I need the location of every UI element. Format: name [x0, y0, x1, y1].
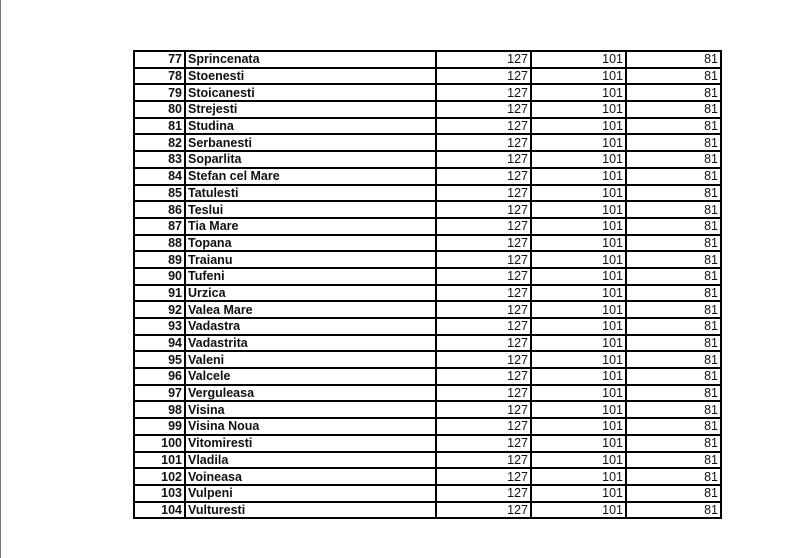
row-number: 103 — [134, 485, 185, 502]
row-number: 91 — [134, 285, 185, 302]
table-row — [134, 118, 721, 135]
table-row — [134, 318, 721, 335]
row-number: 99 — [134, 418, 185, 435]
value-2: 101 — [531, 335, 626, 352]
value-1: 127 — [436, 502, 531, 519]
row-number: 90 — [134, 268, 185, 285]
value-3: 81 — [626, 318, 721, 335]
value-2: 101 — [531, 218, 626, 235]
table-row — [134, 201, 721, 218]
table-row — [134, 368, 721, 385]
table-row — [134, 502, 721, 519]
row-number: 81 — [134, 118, 185, 135]
table-row — [134, 218, 721, 235]
locality-name: Stefan cel Mare — [185, 168, 436, 185]
row-number: 78 — [134, 68, 185, 85]
value-2: 101 — [531, 101, 626, 118]
value-2: 101 — [531, 468, 626, 485]
row-number: 77 — [134, 51, 185, 68]
value-3: 81 — [626, 235, 721, 252]
page-edge — [0, 0, 1, 558]
locality-name: Strejesti — [185, 101, 436, 118]
locality-name: Traianu — [185, 251, 436, 268]
value-2: 101 — [531, 185, 626, 202]
value-2: 101 — [531, 435, 626, 452]
value-2: 101 — [531, 51, 626, 68]
data-table — [133, 50, 722, 519]
value-2: 101 — [531, 452, 626, 469]
table-row — [134, 268, 721, 285]
value-2: 101 — [531, 251, 626, 268]
value-1: 127 — [436, 251, 531, 268]
locality-name: Vitomiresti — [185, 435, 436, 452]
table-row — [134, 151, 721, 168]
row-number: 79 — [134, 84, 185, 101]
locality-name: Tia Mare — [185, 218, 436, 235]
locality-name: Urzica — [185, 285, 436, 302]
table-row — [134, 351, 721, 368]
row-number: 100 — [134, 435, 185, 452]
value-1: 127 — [436, 168, 531, 185]
value-2: 101 — [531, 485, 626, 502]
value-2: 101 — [531, 151, 626, 168]
locality-name: Vadastrita — [185, 335, 436, 352]
value-1: 127 — [436, 351, 531, 368]
row-number: 87 — [134, 218, 185, 235]
value-1: 127 — [436, 268, 531, 285]
value-1: 127 — [436, 435, 531, 452]
locality-name: Verguleasa — [185, 385, 436, 402]
value-1: 127 — [436, 201, 531, 218]
value-1: 127 — [436, 101, 531, 118]
value-2: 101 — [531, 285, 626, 302]
row-number: 83 — [134, 151, 185, 168]
value-3: 81 — [626, 251, 721, 268]
locality-name: Vulpeni — [185, 485, 436, 502]
row-number: 93 — [134, 318, 185, 335]
row-number: 104 — [134, 502, 185, 519]
table-row — [134, 452, 721, 469]
locality-name: Vadastra — [185, 318, 436, 335]
locality-name: Teslui — [185, 201, 436, 218]
value-2: 101 — [531, 268, 626, 285]
value-1: 127 — [436, 235, 531, 252]
value-2: 101 — [531, 418, 626, 435]
table-row — [134, 84, 721, 101]
value-3: 81 — [626, 502, 721, 519]
locality-name: Stoenesti — [185, 68, 436, 85]
value-2: 101 — [531, 168, 626, 185]
value-1: 127 — [436, 84, 531, 101]
row-number: 102 — [134, 468, 185, 485]
table-row — [134, 301, 721, 318]
value-2: 101 — [531, 301, 626, 318]
row-number: 94 — [134, 335, 185, 352]
locality-name: Serbanesti — [185, 134, 436, 151]
value-3: 81 — [626, 168, 721, 185]
value-2: 101 — [531, 68, 626, 85]
table-row — [134, 185, 721, 202]
locality-name: Tatulesti — [185, 185, 436, 202]
value-1: 127 — [436, 118, 531, 135]
table-row — [134, 418, 721, 435]
value-1: 127 — [436, 335, 531, 352]
value-3: 81 — [626, 468, 721, 485]
locality-name: Valeni — [185, 351, 436, 368]
value-3: 81 — [626, 385, 721, 402]
locality-name: Soparlita — [185, 151, 436, 168]
table-row — [134, 385, 721, 402]
value-3: 81 — [626, 101, 721, 118]
value-3: 81 — [626, 335, 721, 352]
value-3: 81 — [626, 151, 721, 168]
value-3: 81 — [626, 84, 721, 101]
value-3: 81 — [626, 401, 721, 418]
value-2: 101 — [531, 201, 626, 218]
locality-name: Visina — [185, 401, 436, 418]
value-1: 127 — [436, 452, 531, 469]
table-row — [134, 485, 721, 502]
value-1: 127 — [436, 318, 531, 335]
value-3: 81 — [626, 285, 721, 302]
value-1: 127 — [436, 368, 531, 385]
table-row — [134, 235, 721, 252]
value-1: 127 — [436, 51, 531, 68]
value-3: 81 — [626, 134, 721, 151]
value-1: 127 — [436, 68, 531, 85]
value-2: 101 — [531, 368, 626, 385]
value-1: 127 — [436, 151, 531, 168]
value-2: 101 — [531, 235, 626, 252]
value-2: 101 — [531, 351, 626, 368]
value-1: 127 — [436, 218, 531, 235]
value-2: 101 — [531, 502, 626, 519]
table-row — [134, 435, 721, 452]
value-3: 81 — [626, 485, 721, 502]
value-3: 81 — [626, 218, 721, 235]
locality-name: Visina Noua — [185, 418, 436, 435]
row-number: 86 — [134, 201, 185, 218]
table-row — [134, 335, 721, 352]
locality-name: Vladila — [185, 452, 436, 469]
row-number: 101 — [134, 452, 185, 469]
value-1: 127 — [436, 468, 531, 485]
value-3: 81 — [626, 301, 721, 318]
row-number: 97 — [134, 385, 185, 402]
value-1: 127 — [436, 485, 531, 502]
table-row — [134, 134, 721, 151]
locality-name: Sprincenata — [185, 51, 436, 68]
table-row — [134, 68, 721, 85]
value-3: 81 — [626, 201, 721, 218]
locality-name: Vulturesti — [185, 502, 436, 519]
value-3: 81 — [626, 118, 721, 135]
value-3: 81 — [626, 185, 721, 202]
table-row — [134, 168, 721, 185]
row-number: 85 — [134, 185, 185, 202]
locality-name: Studina — [185, 118, 436, 135]
value-2: 101 — [531, 84, 626, 101]
row-number: 95 — [134, 351, 185, 368]
row-number: 84 — [134, 168, 185, 185]
locality-name: Valcele — [185, 368, 436, 385]
value-2: 101 — [531, 318, 626, 335]
value-2: 101 — [531, 385, 626, 402]
value-2: 101 — [531, 134, 626, 151]
value-3: 81 — [626, 452, 721, 469]
value-1: 127 — [436, 301, 531, 318]
value-1: 127 — [436, 185, 531, 202]
row-number: 96 — [134, 368, 185, 385]
value-2: 101 — [531, 118, 626, 135]
row-number: 80 — [134, 101, 185, 118]
value-3: 81 — [626, 351, 721, 368]
value-1: 127 — [436, 285, 531, 302]
value-1: 127 — [436, 385, 531, 402]
table-row — [134, 101, 721, 118]
row-number: 82 — [134, 134, 185, 151]
row-number: 89 — [134, 251, 185, 268]
value-2: 101 — [531, 401, 626, 418]
row-number: 88 — [134, 235, 185, 252]
row-number: 92 — [134, 301, 185, 318]
value-3: 81 — [626, 368, 721, 385]
table-row — [134, 251, 721, 268]
locality-name: Stoicanesti — [185, 84, 436, 101]
locality-name: Voineasa — [185, 468, 436, 485]
locality-name: Tufeni — [185, 268, 436, 285]
value-1: 127 — [436, 134, 531, 151]
table-row — [134, 51, 721, 68]
locality-name: Topana — [185, 235, 436, 252]
value-3: 81 — [626, 418, 721, 435]
table-row — [134, 285, 721, 302]
value-3: 81 — [626, 268, 721, 285]
locality-name: Valea Mare — [185, 301, 436, 318]
value-3: 81 — [626, 68, 721, 85]
value-1: 127 — [436, 418, 531, 435]
row-number: 98 — [134, 401, 185, 418]
table-row — [134, 468, 721, 485]
table-row — [134, 401, 721, 418]
value-1: 127 — [436, 401, 531, 418]
value-3: 81 — [626, 51, 721, 68]
value-3: 81 — [626, 435, 721, 452]
